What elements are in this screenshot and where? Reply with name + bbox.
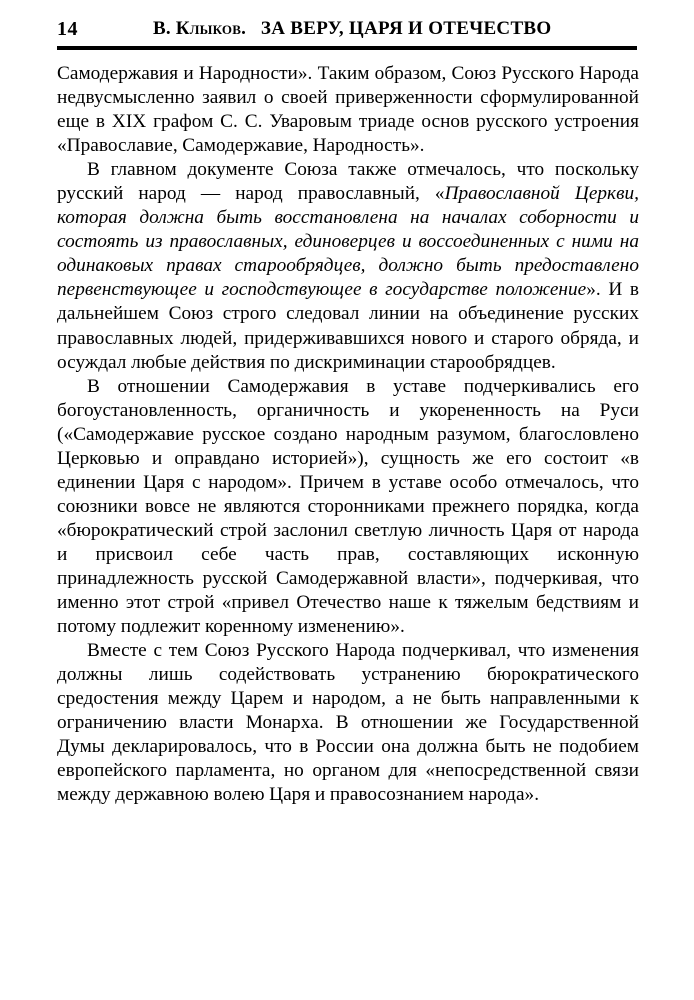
text-run-roman: ». И в дальнейшем Союз строго следовал линии на объединение русских православных людей, придерживавшихся нового и старого обряда, и осуждал любые действия по дискриминации старообрядцев. [57, 279, 639, 373]
paragraph [57, 62, 639, 158]
paragraph [57, 639, 639, 807]
running-head-author-surname: Клыков. [175, 18, 247, 39]
body-text-block [57, 62, 639, 807]
text-run-italic-quote: Православной Церкви, которая должна быть восстановлена на началах соборности и состоять из православных, единоверцев и воссоединенных с ними на одинаковых правах старообрядцев, должно быть предоставлено первенствующее и господствующее в государстве положение [57, 183, 639, 301]
running-head-author-initial: В. [153, 18, 171, 39]
paragraph [57, 158, 639, 374]
paragraph [57, 375, 639, 640]
running-head-separator [251, 18, 256, 39]
running-head-rule [57, 46, 637, 50]
running-head-work-title: ЗА ВЕРУ, ЦАРЯ И ОТЕЧЕСТВО [260, 18, 552, 39]
page-number: 14 [57, 18, 78, 40]
text-run-roman: В отношении Самодержавия в уставе подчеркивались его богоустановленность, органичность и укорененность на Руси («Самодержавие русское создано народным разумом, благословлено Церковью и оправдано историей»), сущность же его состоит «в единении Царя с народом». Причем в уставе особо отмечалось, что союзники вовсе не являются сторонниками прежнего порядка, когда «бюрократический строй заслонил светлую личность Царя от народа и присвоил себе часть прав, составляющих исконную принадлежность русской Самодержавной власти», подчеркивая, что именно этот строй «привел Отечество наше к тяжелым бедствиям и потому подлежит коренному изменению». [57, 375, 639, 638]
text-run-roman: Самодержавия и Народности». Таким образом, Союз Русского Народа недвусмысленно заявил о своей приверженности сформулированной еще в XIX графом С. С. Уваровым триаде основ русского устроения «Православие, Самодержавие, Народность». [57, 63, 639, 157]
running-head [57, 16, 637, 42]
running-head-author [153, 18, 251, 39]
text-run-roman: В главном документе Союза также отмечалось, что поскольку русский народ — народ православный, « [57, 159, 639, 205]
text-run-roman: Вместе с тем Союз Русского Народа подчеркивал, что изменения должны лишь содействовать устранению бюрократического средостения между Царем и народом, а не быть направленными к ограничению власти Монарха. В отношении же Государственной Думы декларировалось, что в России она должна быть не подобием европейского парламента, но органом для «непосредственной связи между державною волею Царя и правосознанием народа». [57, 640, 639, 806]
running-head-title [153, 16, 551, 42]
